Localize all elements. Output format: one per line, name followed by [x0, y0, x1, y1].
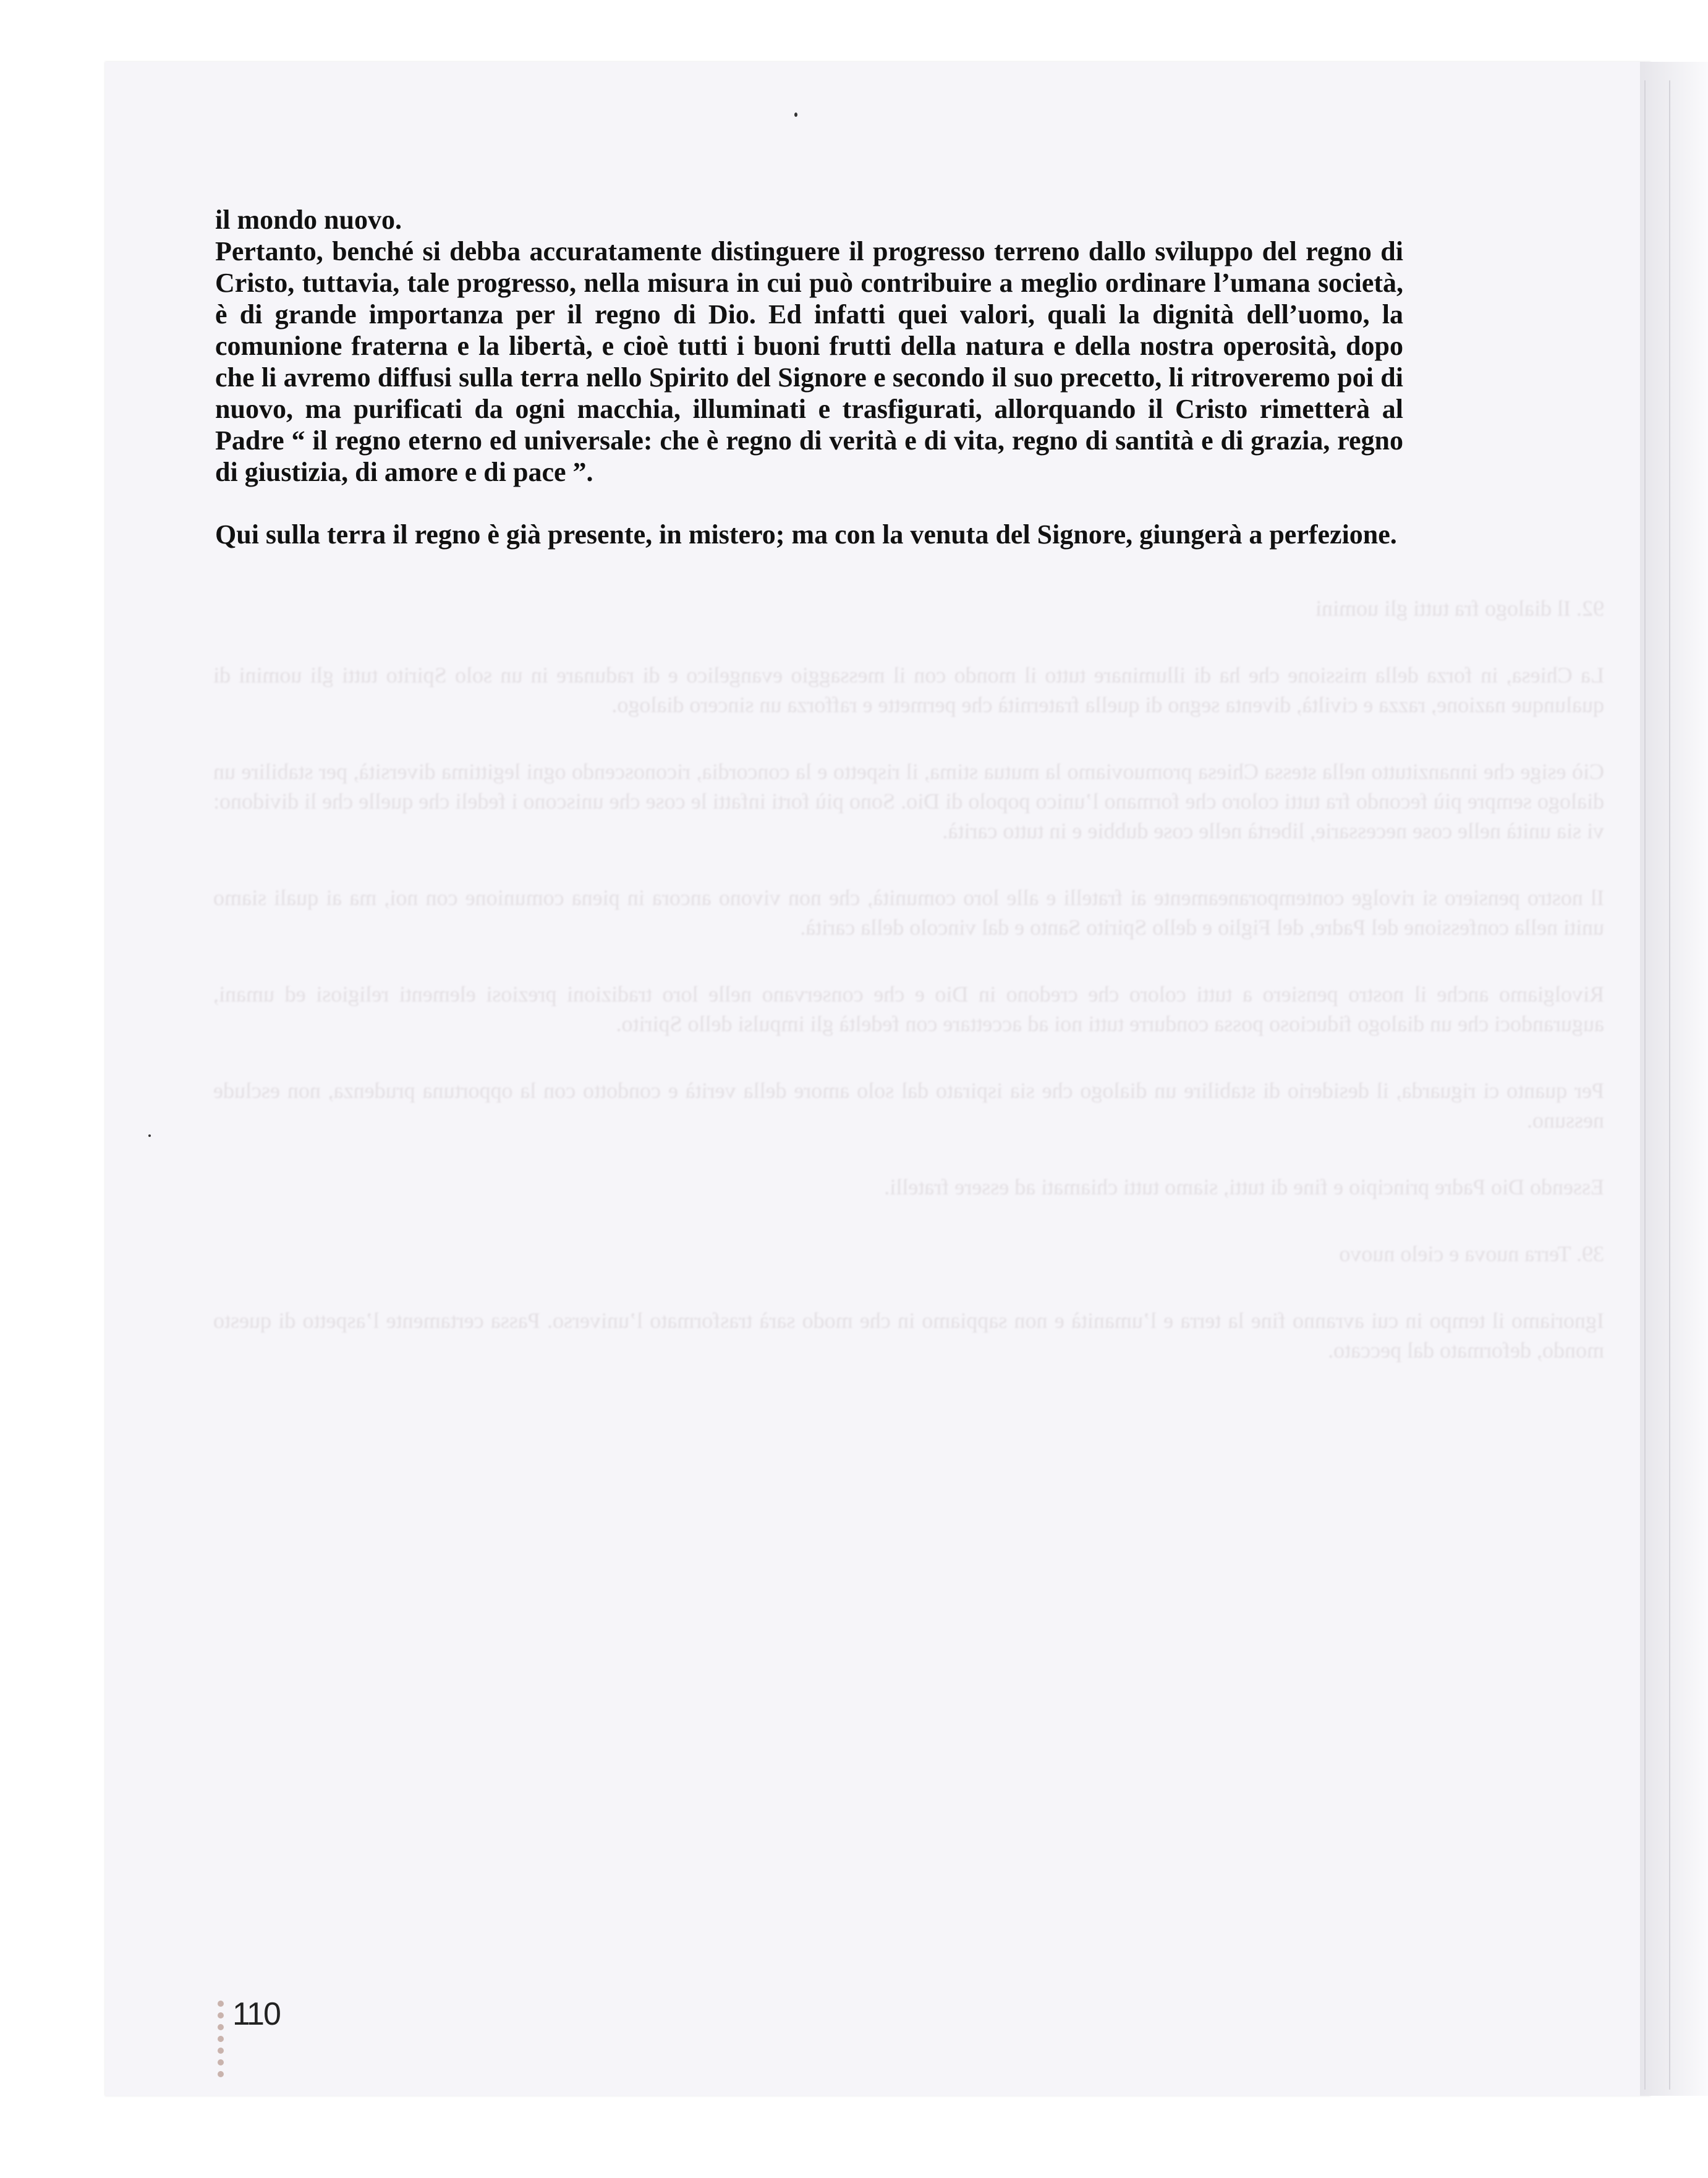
- bleed-line: Il nostro pensiero si rivolge contemporaneamente ai fratelli e alle loro comunità, che non vivono ancora in piena comunione con noi, ma ai quali siamo uniti nella confessione del Padre, del Figlio e dello Spirito Santo e dal vincolo della carità.: [213, 885, 1604, 940]
- dot-icon: [218, 2071, 224, 2077]
- dot-icon: [218, 2036, 224, 2042]
- bleed-line: Ignoriamo il tempo in cui avranno fine la terra e l’umanità e non sappiamo in che modo sarà trasformato l’universo. Passa certamente l’aspetto di questo mondo, deformato dal peccato.: [213, 1308, 1604, 1363]
- scan-speck: [794, 113, 797, 117]
- decorative-dots: [218, 1998, 224, 2077]
- edge-line: [1644, 80, 1646, 2090]
- bleed-line: 39. Terra nuova e cielo nuovo: [1339, 1241, 1604, 1266]
- paragraph-closing: Qui sulla terra il regno è già presente, in mistero; ma con la venuta del Signore, giungerà a perfezione.: [215, 519, 1397, 550]
- bleed-line: Rivolgiamo anche il nostro pensiero a tutti coloro che credono in Dio e che conservano nelle loro tradizioni preziosi elementi religiosi ed umani, augurandoci che un dialogo fiducioso possa condurre tutti noi ad accettare con fedeltà gli impulsi dello Spirito.: [213, 982, 1604, 1036]
- document-body: [215, 204, 1403, 550]
- dot-icon: [218, 2001, 224, 2007]
- paragraph-spacer: [215, 488, 1403, 519]
- bleed-through-text: [213, 593, 1604, 1402]
- edge-line: [1669, 80, 1670, 2090]
- bleed-line: 92. Il dialogo fra tutti gli uomini: [1315, 596, 1604, 621]
- paragraph-main: Pertanto, benché si debba accuratamente distinguere il progresso terreno dallo sviluppo del regno di Cristo, tuttavia, tale progresso, nella misura in cui può contribuire a meglio ordinare l’umana società, è di grande importanza per il regno di Dio. Ed infatti quei valori, quali la dignità dell’uomo, la comunione fraterna e la libertà, e cioè tutti i buoni frutti della natura e della nostra operosità, dopo che li avremo diffusi sulla terra nello Spirito del Signore e secondo il suo precetto, li ritroveremo poi di nuovo, ma purificati da ogni macchia, illuminati e trasfigurati, allorquando il Cristo rimetterà al Padre “ il regno eterno ed universale: che è regno di verità e di vita, regno di santità e di grazia, regno di giustizia, di amore e di pace ”.: [215, 236, 1403, 487]
- bleed-line: Per quanto ci riguarda, il desiderio di stabilire un dialogo che sia ispirato dal solo amore della verità e condotto con la opportuna prudenza, non esclude nessuno.: [213, 1078, 1604, 1133]
- bleed-line: Ciò esige che innanzitutto nella stessa Chiesa promuoviamo la mutua stima, il rispetto e la concordia, riconoscendo ogni legittima diversità, per stabilire un dialogo sempre più fecondo fra tutti coloro che formano l’unico popolo di Dio. Sono più forti infatti le cose che uniscono i fedeli che quelle che li dividono: vi sia unità nelle cose necessarie, libertà nelle cose dubbie e in tutto carità.: [213, 759, 1604, 843]
- dot-icon: [218, 2024, 224, 2030]
- paragraph-intro: il mondo nuovo.: [215, 205, 402, 235]
- page-number: 110: [232, 1996, 280, 2032]
- page-edge: [1640, 62, 1708, 2096]
- scan-speck: [148, 1134, 151, 1137]
- bleed-line: Essendo Dio Padre principio e fine di tutti, siamo tutti chiamati ad essere fratelli.: [884, 1175, 1604, 1199]
- dot-icon: [218, 2012, 224, 2018]
- dot-icon: [218, 2048, 224, 2054]
- bleed-line: La Chiesa, in forza della missione che ha di illuminare tutto il mondo con il messaggio evangelico e di radunare in un solo Spirito tutti gli uomini di qualunque nazione, razza e civiltà, diventa segno di quella fraternità che permette e rafforza un sincero dialogo.: [213, 663, 1604, 717]
- page-footer: [218, 1998, 280, 2077]
- dot-icon: [218, 2059, 224, 2065]
